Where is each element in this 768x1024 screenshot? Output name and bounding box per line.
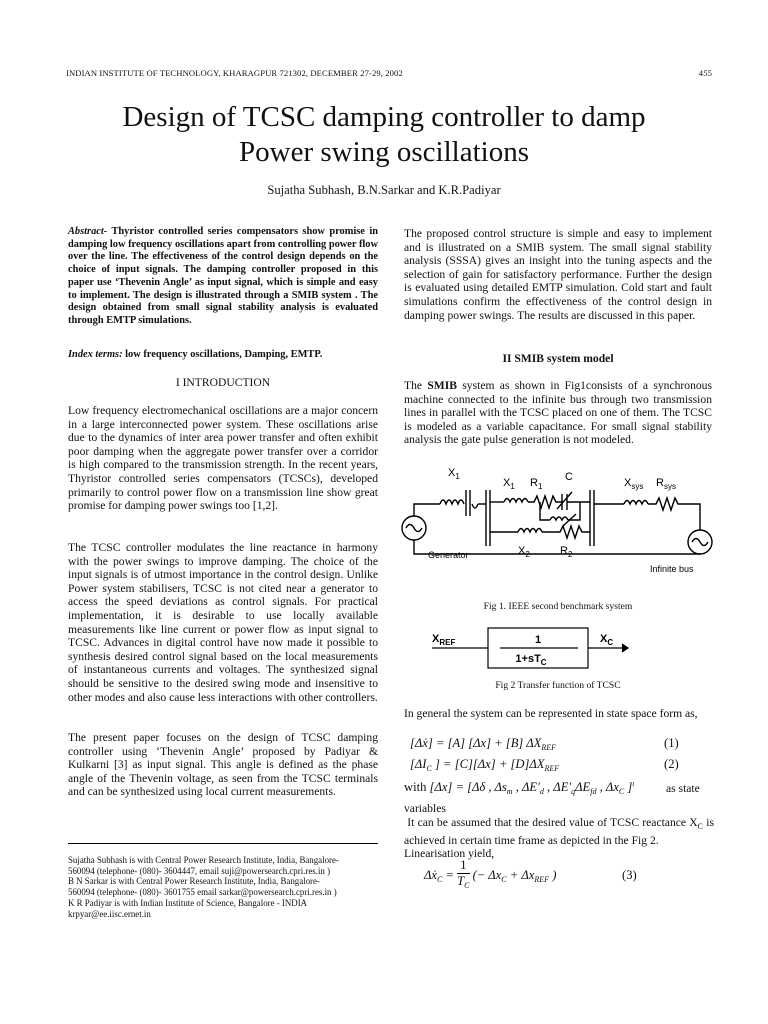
author-list: Sujatha Subhash, B.N.Sarkar and K.R.Padiyar (267, 183, 501, 197)
variables-text: variables (404, 802, 446, 815)
author-footnote (68, 855, 388, 919)
smib-text-pre: The (404, 379, 428, 392)
page-number: 455 (698, 68, 712, 78)
equation-3-number: (3) (622, 868, 637, 882)
fig2-transfer-function (428, 624, 668, 674)
label-generator: Generator (428, 550, 469, 560)
fig2-denominator: $1+sT_C$ (515, 653, 547, 667)
paper-title (0, 100, 768, 170)
state-space-intro: In general the system can be represented in state space form as, (404, 707, 698, 720)
assumption-paragraph: It can be assumed that the desired value of TCSC reactance $X_C$ is achieved in certain time frame as depicted in the Fig 2. Linearisation yield, (404, 816, 714, 861)
intro-paragraph-3: The present paper focuses on the design of TCSC damping controller using ‘Thevenin Angle’ proposed by Padiyar & Kulkarni [3] as input signal. This angle is defined as the phase angle of the Thevenin voltage, as seen from the TCSC terminals and can be synthesized using local current measurements. (68, 731, 378, 799)
smib-text-post: system as shown in Fig1consists of a synchronous machine connected to the infinite bus through two transmission lines in parallel with the TCSC placed on one of them. The TCSC is modeled as a variable capacitance. For small signal stability analysis the gate pulse generation is not modeled. (404, 379, 712, 447)
intro-paragraph-2: The TCSC controller modulates the line reactance in harmony with the power swings to improve damping. The choice of the input signals is of utmost importance in the control design. Unlike Power system stabilisers, TCSC is not cited near a generator to access the speed deviations as control signals. For practical implementation, it is desirable to use locally available measurements like line current or power flow as input signal to TCSC. Advances in digital control have now made it possible to synthesis desired control signal based on the local measurements of instantaneous currents and voltages. The synthesized signal should be sensitive to the desired swing mode and insensitive to other modes and also cause less interactions with other controllers. (68, 541, 378, 704)
fig1-circuit-diagram (400, 462, 718, 592)
equation-1: [Δẋ] = [A] [Δx] + [B] $\Delta X_{REF}$ (410, 736, 556, 752)
header-venue: INDIAN INSTITUTE OF TECHNOLOGY, KHARAGPUR 721302, DECEMBER 27-29, 2002 (66, 68, 403, 78)
equation-1-number: (1) (664, 736, 679, 750)
title-line-2: Power swing oscillations (239, 136, 529, 168)
equation-2-number: (2) (664, 757, 679, 771)
abstract-text: Thyristor controlled series compensators show promise in damping low frequency oscillations apart from controlling power flow over the line. The effectiveness of the control design depends on the choice of input signals. The damping controller proposed in this paper use ‘Thevenin Angle’ as input signal, which is simple and easy to implement. The design is illustrated through a SMIB system . The design obtained from small signal stability analysis is evaluated through EMTP simulations. (68, 226, 378, 326)
label-x1-line: $X_1$ (503, 477, 515, 491)
equation-2: [$\Delta I_C$ ] = $[C][\Delta x] + [D]\Delta X_{REF}$ (410, 757, 560, 773)
footnote-rule (68, 843, 378, 844)
fig2-caption: Fig 2 Transfer function of TCSC (495, 680, 621, 691)
smib-text-bold: SMIB (427, 379, 457, 392)
label-xsys: $X_{sys}$ (624, 477, 644, 491)
title-line-1: Design of TCSC damping controller to damp (122, 101, 646, 133)
fig1-caption: Fig 1. IEEE second benchmark system (483, 601, 633, 612)
label-infinite-bus: Infinite bus (650, 564, 694, 574)
label-r2: $R_2$ (560, 545, 573, 559)
section-heading-introduction: I INTRODUCTION (175, 376, 271, 389)
state-vector-equation: with [Δx] = [Δδ , $\Delta s_m$ , $\Delta E'_d$ , $\Delta E'_q\Delta E_{fd}$ , $\Delta x_C$ ]$^t$ (404, 780, 635, 797)
fig2-output-label: $X_C$ (600, 633, 614, 647)
label-r1: $R_1$ (530, 477, 543, 491)
section-heading-smib: II SMIB system model (502, 352, 614, 365)
abstract-label: Abstract- (68, 226, 108, 237)
smib-paragraph (404, 379, 712, 447)
running-header (66, 68, 712, 78)
equation-3: Δẋ$_C$ = $\frac{1}{T_C}$ (− $\Delta x_C + \Delta x_{REF}$ ) (424, 858, 557, 890)
footnote-line: 560094 (telephone- (080)- 3604447, email suji@powersearch.cpri.res.in ) (68, 865, 331, 876)
index-terms-text: low frequency oscillations, Damping, EMTP. (122, 349, 323, 360)
label-rsys: $R_{sys}$ (656, 477, 676, 491)
as-state-text: as state (666, 782, 700, 795)
index-terms-label: Index terms: (68, 349, 123, 360)
intro-paragraph-1: Low frequency electromechanical oscillations are a major concern in a large interconnected power system. These oscillations arise due to the dynamics of inter area power transfer and often exhibit poor damping when the aggregate power transfer over a corridor is high compared to the transmission strength. In the recent years, Thyristor controlled series compensators (TCSCs), developed primarily to control power flow on a transmission line show great promise for damping power swings too [1,2]. (68, 404, 378, 513)
footnote-line: 560094 (telephone- (080)- 3601755 email sarkar@powersearch.cpri.res.in ) (68, 887, 337, 898)
index-terms (68, 349, 378, 362)
footnote-line: Sujatha Subhash is with Central Power Research Institute, India, Bangalore- (68, 855, 339, 865)
fig2-input-label: $X_{REF}$ (432, 633, 456, 647)
footnote-line: K R Padiyar is with Indian Institute of Science, Bangalore - INDIA (68, 897, 308, 908)
footnote-line: krpyar@ee.iisc.ernet.in (68, 908, 151, 919)
label-x2: $X_2$ (518, 545, 530, 559)
label-capacitor: C (565, 471, 573, 483)
footnote-line: B N Sarkar is with Central Power Research Institute, India, Bangalore- (68, 876, 320, 887)
fig2-numerator: 1 (534, 634, 542, 646)
label-x1-transformer: $X_1$ (448, 467, 460, 481)
abstract (68, 226, 378, 328)
right-intro-paragraph: The proposed control structure is simple and easy to implement and is illustrated on a SMIB system. The small signal stability analysis (SSSA) gives an insight into the tuning aspects and the selection of gain for satisfactory performance. Further the design is evaluated using detailed EMTP simulation. Cold start and fault simulations confirm the effectiveness of the control design in damping power swings. The results are discussed in this paper. (404, 227, 712, 322)
